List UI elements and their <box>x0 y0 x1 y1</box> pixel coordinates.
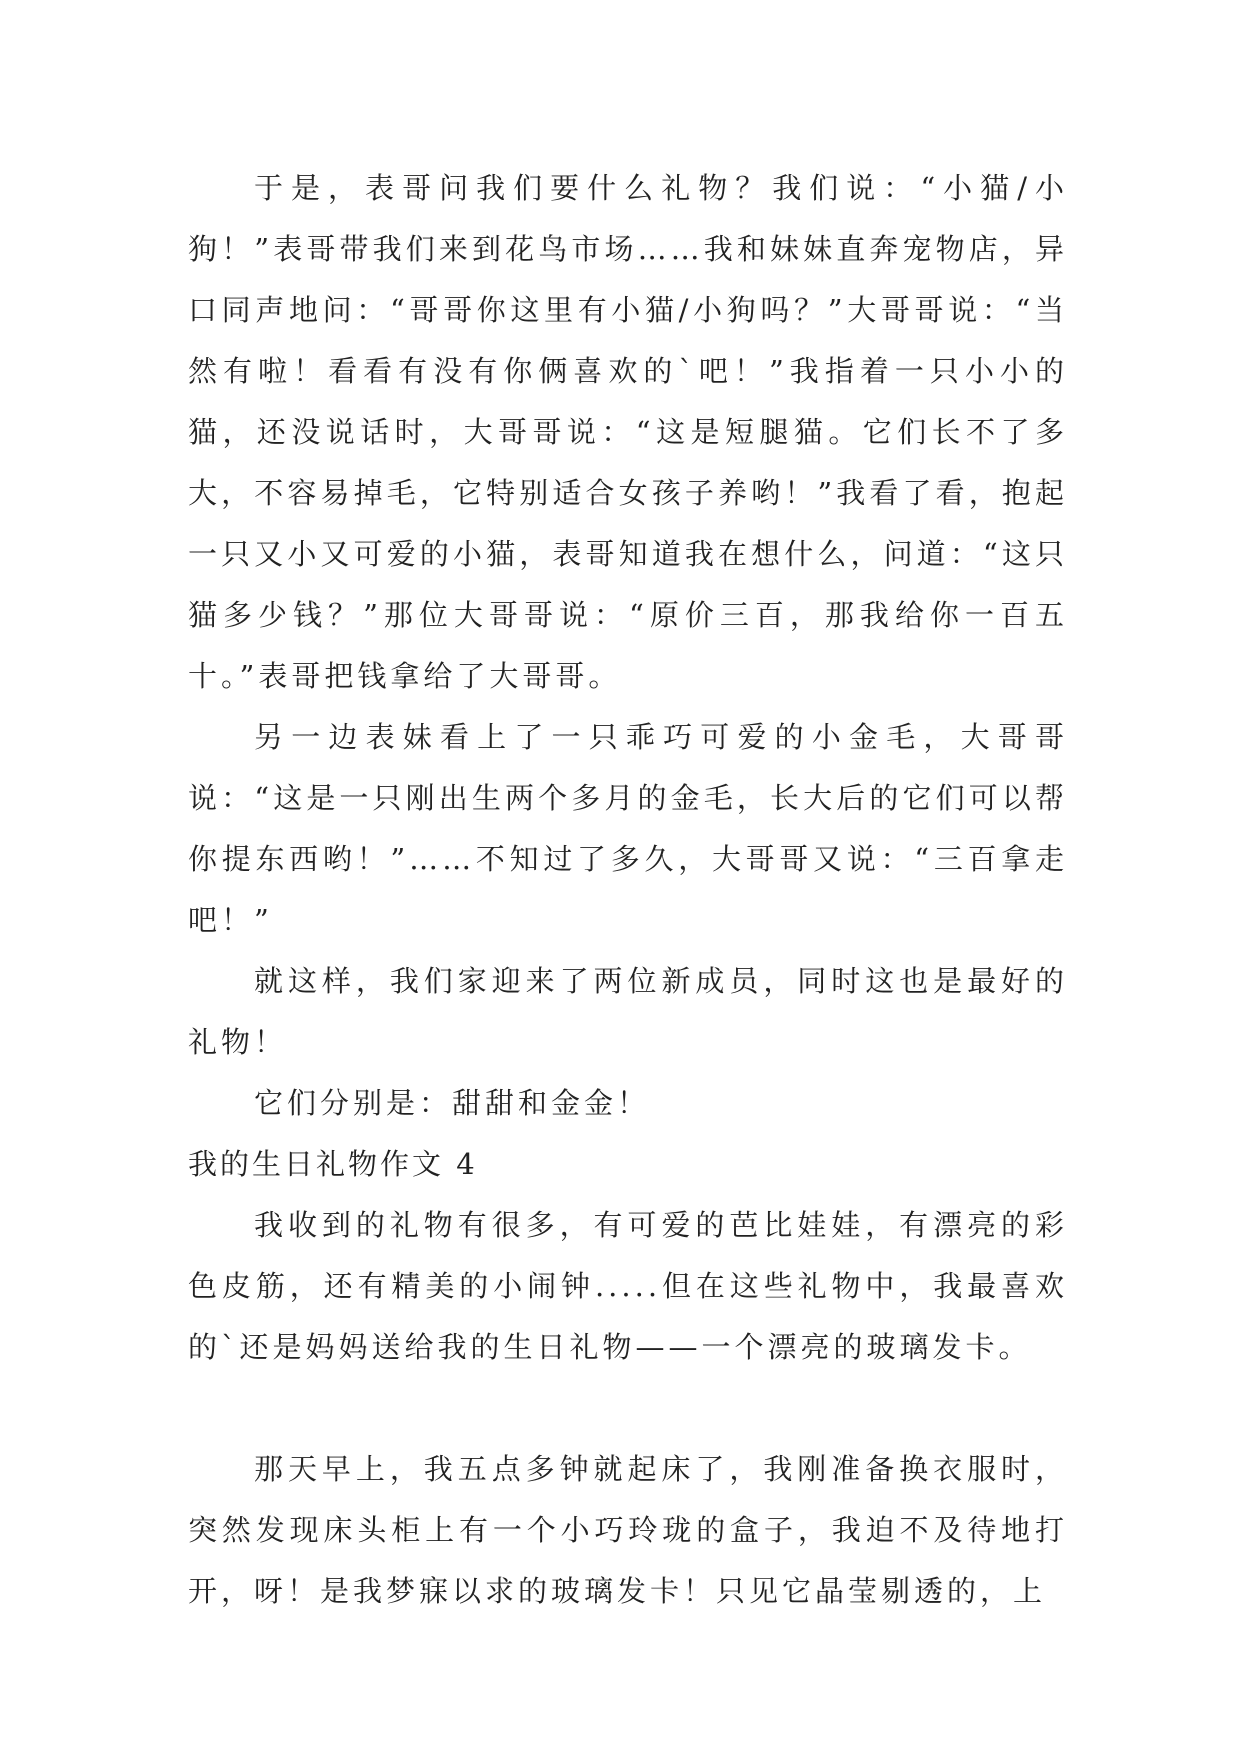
blank-line <box>188 1378 1068 1439</box>
document-body <box>188 158 1068 1622</box>
paragraph-golden-puppy: 另一边表妹看上了一只乖巧可爱的小金毛，大哥哥说：“这是一只刚出生两个多月的金毛，长大后的它们可以帮你提东西哟！”……不知过了多久，大哥哥又说：“三百拿走吧！” <box>188 720 1068 937</box>
paragraph-morning: 那天早上，我五点多钟就起床了，我刚准备换衣服时，突然发现床头柜上有一个小巧玲珑的盒子，我迫不及待地打开，呀！是我梦寐以求的玻璃发卡！只见它晶莹剔透的，上 <box>188 1452 1068 1608</box>
paragraph-new-members: 就这样，我们家迎来了两位新成员，同时这也是最好的礼物！ <box>188 964 1068 1059</box>
paragraph-pet-names: 它们分别是：甜甜和金金！ <box>254 1086 651 1120</box>
paragraph-gift-choice: 于是，表哥问我们要什么礼物？我们说：“小猫/小狗！”表哥带我们来到花鸟市场……我和妹妹直奔宠物店，异口同声地问：“哥哥你这里有小猫/小狗吗？”大哥哥说：“当然有啦！看看有没有你俩喜欢的`吧！”我指着一只小小的猫，还没说话时，大哥哥说：“这是短腿猫。它们长不了多大，不容易掉毛，它特别适合女孩子养哟！”我看了看，抱起一只又小又可爱的小猫，表哥知道我在想什么，问道：“这只猫多少钱？”那位大哥哥说：“原价三百，那我给你一百五十。”表哥把钱拿给了大哥哥。 <box>188 171 1068 693</box>
paragraph-birthday-gifts: 我收到的礼物有很多，有可爱的芭比娃娃，有漂亮的彩色皮筋，还有精美的小闹钟.....但在这些礼物中，我最喜欢的`还是妈妈送给我的生日礼物——一个漂亮的玻璃发卡。 <box>188 1208 1068 1364</box>
section-heading: 我的生日礼物作文 4 <box>188 1147 478 1181</box>
